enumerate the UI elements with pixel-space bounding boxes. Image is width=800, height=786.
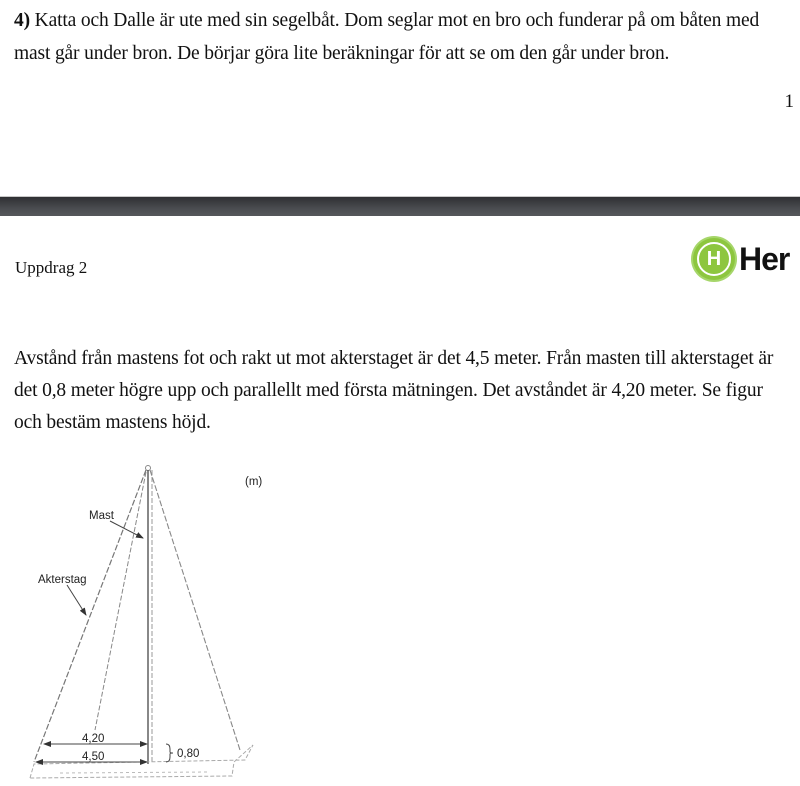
dim-upper-label: 4,20 [82, 733, 105, 745]
page-separator [0, 196, 800, 216]
height-brace [166, 744, 173, 762]
section-heading: Uppdrag 2 [15, 258, 88, 277]
page-1-fragment [0, 0, 800, 196]
logo-text: Her [739, 240, 790, 277]
page-number: 1 [784, 91, 794, 112]
question-body: Katta och Dalle är ute med sin segelbåt. Dom seglar mot en bro och funderar på om båten med mast går under bron. De börjar göra lite beräkningar för att se om den går under bron. [14, 10, 760, 64]
unit-label: (m) [245, 476, 263, 488]
page-2 [0, 215, 800, 781]
sailboat-diagram [0, 460, 300, 781]
logo-badge-icon [693, 238, 735, 280]
sailboat-figure [0, 460, 300, 781]
forestay-line [150, 470, 240, 750]
mast-label: Mast [89, 510, 114, 522]
hull-detail [60, 772, 210, 773]
akterstag-pointer-arrow [67, 585, 86, 615]
task-text: Avstånd från mastens fot och rakt ut mot akterstaget är det 4,5 meter. Från masten till akterstaget är det 0,8 meter högre upp och parallellt med första mätningen. Det avståndet är 4,20 meter. Se figur och bestäm mastens höjd. [14, 348, 774, 433]
question-text [14, 4, 794, 70]
akterstag-label: Akterstag [38, 574, 87, 586]
logo-letter: H [697, 242, 731, 276]
question-number: 4) [14, 10, 30, 31]
mast-pointer-arrow [110, 521, 143, 538]
brand-logo [693, 237, 789, 281]
dim-lower-label: 4,50 [82, 751, 105, 763]
dim-height-label: 0,80 [177, 748, 200, 760]
masthead [146, 466, 151, 471]
